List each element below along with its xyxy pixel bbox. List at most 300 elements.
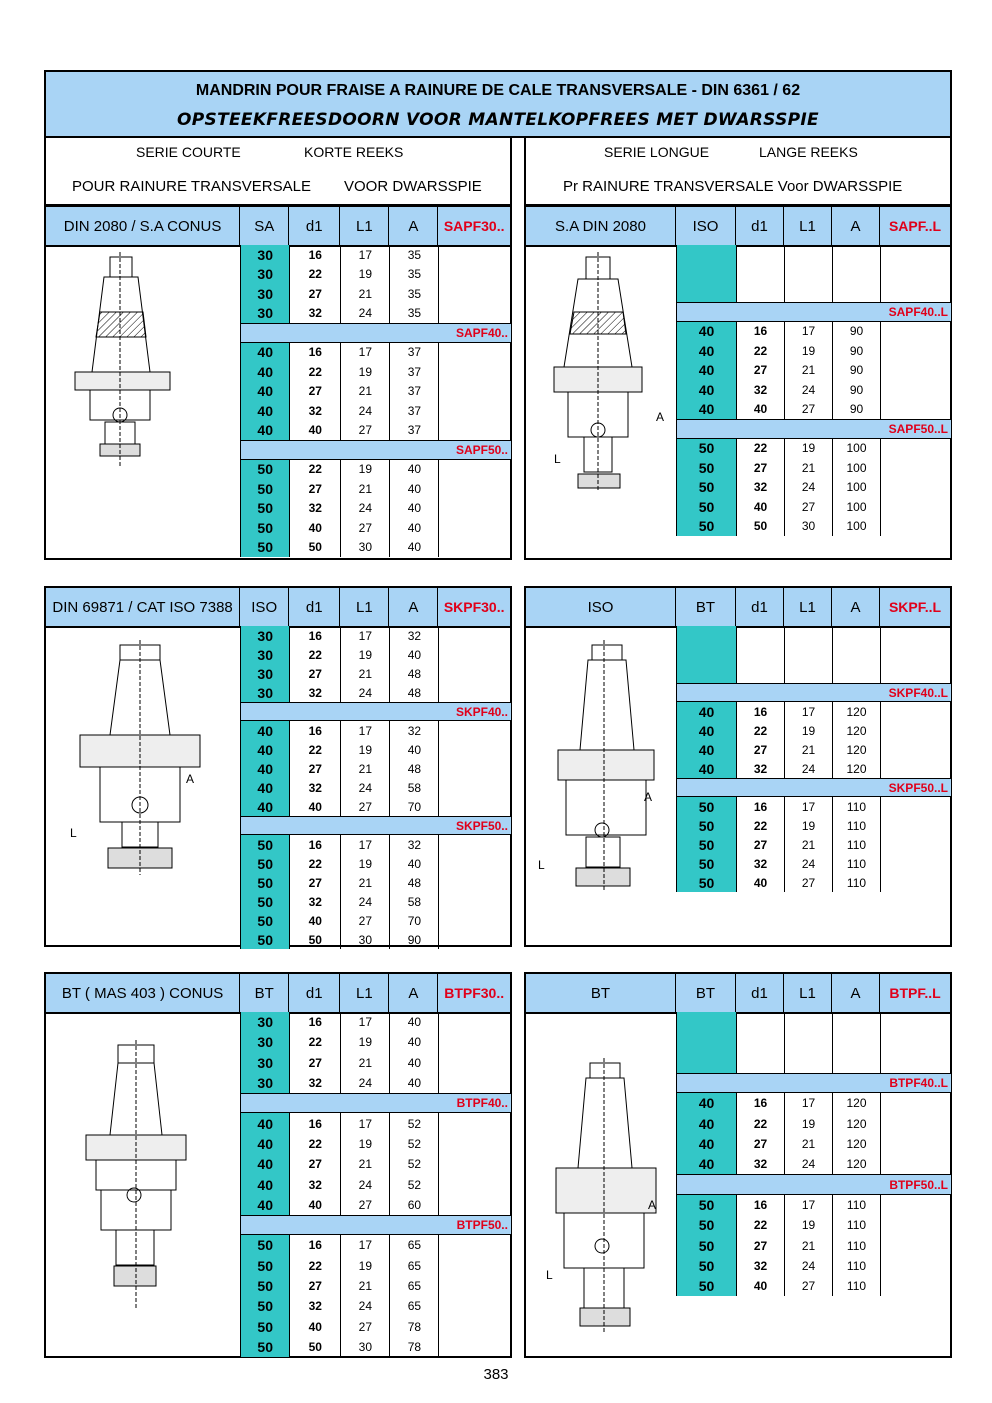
ref-cell bbox=[439, 721, 511, 740]
table-row bbox=[241, 1296, 511, 1316]
l1-cell: 24 bbox=[785, 1154, 833, 1174]
a-cell: 40 bbox=[390, 460, 439, 480]
a-cell: 90 bbox=[833, 380, 881, 400]
a-cell: 90 bbox=[833, 322, 881, 342]
column-header: d1 bbox=[289, 974, 340, 1012]
a-cell: 58 bbox=[390, 778, 439, 797]
l1-cell: 21 bbox=[341, 1053, 390, 1073]
l1-cell: 17 bbox=[341, 721, 390, 740]
column-header: S.A DIN 2080 bbox=[526, 207, 676, 245]
table-header bbox=[526, 974, 950, 1014]
dim-l-label: L bbox=[554, 452, 561, 466]
ref-cell bbox=[439, 1134, 511, 1154]
ref-cell bbox=[439, 626, 511, 645]
table-row bbox=[677, 797, 951, 816]
l1-cell: 27 bbox=[341, 421, 390, 441]
table-row bbox=[677, 1256, 951, 1276]
a-cell: 90 bbox=[833, 400, 881, 420]
ref-cell bbox=[439, 930, 511, 949]
table-body bbox=[676, 245, 951, 536]
column-header: BTPF30.. bbox=[444, 984, 505, 1001]
l1-cell: 24 bbox=[785, 759, 833, 778]
size-cell: 40 bbox=[241, 778, 290, 797]
table-body bbox=[676, 1012, 951, 1296]
table-row bbox=[677, 702, 951, 721]
d1-cell: 40 bbox=[290, 1316, 341, 1336]
size-cell: 40 bbox=[241, 1174, 290, 1194]
d1-cell: 50 bbox=[290, 1337, 341, 1357]
table-row bbox=[677, 854, 951, 873]
table-row bbox=[241, 518, 511, 538]
l1-cell: 17 bbox=[785, 1195, 833, 1215]
column-header: L1 bbox=[340, 974, 389, 1012]
l1-cell: 30 bbox=[341, 1337, 390, 1357]
size-cell: 40 bbox=[241, 740, 290, 759]
ref-cell bbox=[881, 1093, 951, 1113]
tool-drawing-sa-long bbox=[548, 252, 678, 497]
a-cell: 110 bbox=[833, 1256, 881, 1276]
blank-row bbox=[677, 245, 951, 302]
l1-cell: 17 bbox=[341, 835, 390, 854]
a-cell: 110 bbox=[833, 1235, 881, 1255]
page-number: 383 bbox=[483, 1366, 509, 1383]
left-series-header bbox=[44, 138, 512, 206]
d1-cell: 27 bbox=[290, 759, 341, 778]
a-cell: 90 bbox=[833, 341, 881, 361]
column-header: BT bbox=[676, 974, 736, 1012]
group-reference-label: SKPF50..L bbox=[888, 780, 948, 795]
a-cell: 100 bbox=[833, 497, 881, 517]
l1-cell: 27 bbox=[341, 797, 390, 816]
table-row bbox=[677, 1093, 951, 1113]
a-cell: 120 bbox=[833, 1093, 881, 1113]
table-row bbox=[241, 835, 511, 854]
table-row bbox=[677, 1276, 951, 1296]
size-cell: 50 bbox=[677, 854, 737, 873]
table-row bbox=[241, 460, 511, 480]
ref-cell bbox=[439, 499, 511, 519]
l1-cell: 19 bbox=[785, 439, 833, 459]
ref-cell bbox=[439, 284, 511, 304]
size-cell: 40 bbox=[241, 382, 290, 402]
size-cell: 40 bbox=[241, 1134, 290, 1154]
table-row bbox=[241, 1316, 511, 1336]
tool-drawing-cat-long bbox=[548, 640, 668, 895]
size-cell: 50 bbox=[677, 497, 737, 517]
l1-cell: 21 bbox=[785, 1134, 833, 1154]
l1-cell: 21 bbox=[341, 1276, 390, 1296]
l1-cell: 19 bbox=[785, 721, 833, 740]
d1-cell: 32 bbox=[290, 1296, 341, 1316]
size-cell: 30 bbox=[241, 1053, 290, 1073]
table-row bbox=[677, 1114, 951, 1134]
table-row bbox=[241, 1337, 511, 1357]
table-row bbox=[241, 645, 511, 664]
table-row bbox=[677, 759, 951, 778]
ref-cell bbox=[439, 873, 511, 892]
l1-cell: 17 bbox=[341, 1113, 390, 1133]
d1-cell: 32 bbox=[737, 1154, 785, 1174]
a-cell: 120 bbox=[833, 702, 881, 721]
ref-cell bbox=[439, 740, 511, 759]
a-cell: 40 bbox=[390, 740, 439, 759]
l1-cell: 24 bbox=[341, 1174, 390, 1194]
column-header: A bbox=[389, 207, 438, 245]
ref-cell bbox=[881, 1154, 951, 1174]
size-cell: 50 bbox=[241, 518, 290, 538]
column-header: DIN 69871 / CAT ISO 7388 bbox=[46, 588, 240, 626]
table-row bbox=[241, 930, 511, 949]
d1-cell: 22 bbox=[290, 362, 341, 382]
ref-cell bbox=[439, 421, 511, 441]
a-cell: 48 bbox=[390, 759, 439, 778]
l1-cell: 30 bbox=[341, 930, 390, 949]
ref-cell bbox=[439, 1195, 511, 1215]
column-header: d1 bbox=[736, 974, 784, 1012]
ref-cell bbox=[439, 1073, 511, 1093]
table-row bbox=[677, 1215, 951, 1235]
size-cell: 50 bbox=[677, 478, 737, 498]
size-cell: 50 bbox=[241, 460, 290, 480]
table-row bbox=[241, 873, 511, 892]
d1-cell: 27 bbox=[290, 873, 341, 892]
table-row bbox=[241, 778, 511, 797]
a-cell: 110 bbox=[833, 1195, 881, 1215]
column-header: DIN 2080 / S.A CONUS bbox=[46, 207, 240, 245]
table-row bbox=[677, 439, 951, 459]
table-row bbox=[241, 1174, 511, 1194]
a-cell: 100 bbox=[833, 458, 881, 478]
ref-cell bbox=[439, 1174, 511, 1194]
serie-longue-label: SERIE LONGUE bbox=[604, 144, 710, 160]
a-cell: 110 bbox=[833, 1215, 881, 1235]
table-cell bbox=[677, 1012, 737, 1073]
column-header: BT ( MAS 403 ) CONUS bbox=[46, 974, 240, 1012]
a-cell: 48 bbox=[390, 873, 439, 892]
a-cell: 40 bbox=[390, 1032, 439, 1052]
group-divider bbox=[241, 702, 511, 721]
ref-cell bbox=[881, 740, 951, 759]
a-cell: 58 bbox=[390, 892, 439, 911]
dim-l-label: L bbox=[546, 1268, 553, 1282]
a-cell: 40 bbox=[390, 1073, 439, 1093]
column-header: A bbox=[389, 588, 438, 626]
a-cell: 110 bbox=[833, 1276, 881, 1296]
l1-cell: 24 bbox=[341, 304, 390, 324]
tool-drawing-cat-short bbox=[70, 640, 210, 880]
table-header bbox=[46, 207, 510, 247]
ref-cell bbox=[439, 1235, 511, 1255]
table-row bbox=[241, 499, 511, 519]
size-cell: 50 bbox=[241, 873, 290, 892]
d1-cell: 16 bbox=[290, 721, 341, 740]
d1-cell: 16 bbox=[737, 1195, 785, 1215]
a-cell: 40 bbox=[390, 1012, 439, 1032]
table-row bbox=[241, 1154, 511, 1174]
l1-cell: 24 bbox=[785, 380, 833, 400]
group-reference-label: SAPF50.. bbox=[455, 442, 508, 457]
column-header: SA bbox=[240, 207, 289, 245]
ref-cell bbox=[439, 1032, 511, 1052]
a-cell: 35 bbox=[390, 284, 439, 304]
a-cell: 100 bbox=[833, 439, 881, 459]
group-divider bbox=[241, 1093, 511, 1113]
l1-cell: 17 bbox=[785, 797, 833, 816]
a-cell: 52 bbox=[390, 1113, 439, 1133]
d1-cell: 22 bbox=[290, 1032, 341, 1052]
d1-cell: 27 bbox=[737, 740, 785, 759]
table-row bbox=[677, 721, 951, 740]
d1-cell: 22 bbox=[290, 1256, 341, 1276]
d1-cell: 40 bbox=[290, 421, 341, 441]
ref-cell bbox=[439, 518, 511, 538]
column-header: L1 bbox=[340, 207, 389, 245]
ref-cell bbox=[439, 1154, 511, 1174]
l1-cell: 17 bbox=[341, 1012, 390, 1032]
ref-cell bbox=[881, 835, 951, 854]
size-cell: 50 bbox=[241, 1337, 290, 1357]
size-cell: 40 bbox=[241, 1113, 290, 1133]
group-reference-label: BTPF50.. bbox=[456, 1218, 508, 1233]
a-cell: 110 bbox=[833, 854, 881, 873]
a-cell: 90 bbox=[390, 930, 439, 949]
d1-cell: 22 bbox=[737, 721, 785, 740]
d1-cell: 16 bbox=[290, 245, 341, 265]
group-reference-label: SKPF40..L bbox=[888, 685, 948, 700]
size-cell: 50 bbox=[241, 835, 290, 854]
ref-cell bbox=[439, 683, 511, 702]
table-cell bbox=[785, 245, 833, 302]
d1-cell: 27 bbox=[290, 382, 341, 402]
l1-cell: 24 bbox=[341, 683, 390, 702]
table-row bbox=[241, 1134, 511, 1154]
a-cell: 60 bbox=[390, 1195, 439, 1215]
size-cell: 50 bbox=[677, 439, 737, 459]
d1-cell: 50 bbox=[290, 538, 341, 558]
d1-cell: 50 bbox=[290, 930, 341, 949]
ref-cell bbox=[439, 1296, 511, 1316]
table-row bbox=[241, 1276, 511, 1296]
table-row bbox=[677, 361, 951, 381]
d1-cell: 32 bbox=[290, 499, 341, 519]
column-header: L1 bbox=[784, 207, 832, 245]
table-row bbox=[241, 1256, 511, 1276]
table-cell bbox=[881, 245, 951, 302]
l1-cell: 21 bbox=[785, 740, 833, 759]
d1-cell: 32 bbox=[737, 380, 785, 400]
size-cell: 40 bbox=[241, 759, 290, 778]
a-cell: 110 bbox=[833, 873, 881, 892]
size-cell: 50 bbox=[241, 1256, 290, 1276]
ref-cell bbox=[439, 797, 511, 816]
l1-cell: 19 bbox=[341, 740, 390, 759]
size-cell: 40 bbox=[677, 702, 737, 721]
l1-cell: 19 bbox=[341, 645, 390, 664]
l1-cell: 19 bbox=[341, 1256, 390, 1276]
size-cell: 40 bbox=[241, 1154, 290, 1174]
ref-cell bbox=[881, 458, 951, 478]
page-header bbox=[44, 70, 952, 138]
l1-cell: 21 bbox=[785, 458, 833, 478]
a-cell: 120 bbox=[833, 759, 881, 778]
column-header: d1 bbox=[289, 207, 340, 245]
a-cell: 40 bbox=[390, 479, 439, 499]
ref-cell bbox=[881, 1134, 951, 1154]
size-cell: 50 bbox=[241, 1316, 290, 1336]
group-divider bbox=[677, 1073, 951, 1093]
d1-cell: 40 bbox=[737, 400, 785, 420]
dim-a-label: A bbox=[186, 772, 195, 786]
size-cell: 40 bbox=[241, 1195, 290, 1215]
d1-cell: 27 bbox=[737, 458, 785, 478]
group-reference-label: SAPF40..L bbox=[888, 304, 948, 319]
d1-cell: 40 bbox=[290, 518, 341, 538]
ref-cell bbox=[881, 1235, 951, 1255]
a-cell: 40 bbox=[390, 854, 439, 873]
a-cell: 100 bbox=[833, 478, 881, 498]
table-row bbox=[677, 380, 951, 400]
d1-cell: 22 bbox=[290, 740, 341, 759]
table-cell bbox=[677, 626, 737, 683]
table-cell bbox=[881, 1012, 951, 1073]
table-row bbox=[677, 478, 951, 498]
group-divider bbox=[677, 419, 951, 439]
d1-cell: 16 bbox=[737, 322, 785, 342]
d1-cell: 16 bbox=[290, 1235, 341, 1255]
a-cell: 120 bbox=[833, 721, 881, 740]
table-row bbox=[241, 479, 511, 499]
table-row bbox=[241, 626, 511, 645]
table-row bbox=[241, 421, 511, 441]
table-row bbox=[677, 1134, 951, 1154]
l1-cell: 19 bbox=[341, 854, 390, 873]
a-cell: 110 bbox=[833, 835, 881, 854]
l1-cell: 24 bbox=[785, 854, 833, 873]
korte-reeks-label: KORTE REEKS bbox=[304, 144, 404, 160]
ref-cell bbox=[439, 1316, 511, 1336]
l1-cell: 27 bbox=[785, 400, 833, 420]
table-row bbox=[677, 835, 951, 854]
size-cell: 50 bbox=[677, 517, 737, 537]
d1-cell: 32 bbox=[737, 854, 785, 873]
table-row bbox=[241, 683, 511, 702]
size-cell: 50 bbox=[241, 1276, 290, 1296]
size-cell: 30 bbox=[241, 265, 290, 285]
d1-cell: 27 bbox=[737, 1235, 785, 1255]
table-body bbox=[240, 626, 511, 949]
size-cell: 50 bbox=[241, 1235, 290, 1255]
l1-cell: 21 bbox=[341, 479, 390, 499]
a-cell: 40 bbox=[390, 1053, 439, 1073]
d1-cell: 27 bbox=[737, 835, 785, 854]
d1-cell: 40 bbox=[737, 497, 785, 517]
ref-cell bbox=[881, 1114, 951, 1134]
group-reference-label: SKPF40.. bbox=[455, 704, 508, 719]
l1-cell: 19 bbox=[341, 1032, 390, 1052]
dim-l-label: L bbox=[538, 858, 545, 872]
ref-cell bbox=[439, 382, 511, 402]
group-divider bbox=[241, 1215, 511, 1235]
group-reference-label: BTPF40.. bbox=[456, 1096, 508, 1111]
size-cell: 40 bbox=[677, 400, 737, 420]
l1-cell: 24 bbox=[341, 401, 390, 421]
l1-cell: 24 bbox=[341, 892, 390, 911]
d1-cell: 32 bbox=[737, 1256, 785, 1276]
column-header: L1 bbox=[340, 588, 389, 626]
ref-cell bbox=[881, 1215, 951, 1235]
column-header: L1 bbox=[784, 974, 832, 1012]
a-cell: 40 bbox=[390, 538, 439, 558]
d1-cell: 22 bbox=[290, 460, 341, 480]
column-header: SKPF..L bbox=[888, 598, 942, 615]
size-cell: 50 bbox=[677, 458, 737, 478]
a-cell: 48 bbox=[390, 664, 439, 683]
d1-cell: 22 bbox=[737, 1215, 785, 1235]
table-body bbox=[240, 1012, 511, 1357]
table-cell bbox=[785, 626, 833, 683]
table-row bbox=[241, 245, 511, 265]
l1-cell: 21 bbox=[785, 835, 833, 854]
d1-cell: 16 bbox=[737, 1093, 785, 1113]
size-cell: 40 bbox=[677, 740, 737, 759]
group-divider bbox=[677, 778, 951, 797]
ref-cell bbox=[439, 1256, 511, 1276]
dim-a-label: A bbox=[656, 410, 665, 424]
table-row bbox=[241, 892, 511, 911]
d1-cell: 16 bbox=[737, 702, 785, 721]
a-cell: 48 bbox=[390, 683, 439, 702]
ref-cell bbox=[439, 479, 511, 499]
ref-cell bbox=[439, 1012, 511, 1032]
tool-drawing-bt-short bbox=[66, 1040, 206, 1315]
l1-cell: 24 bbox=[341, 778, 390, 797]
table-body bbox=[676, 626, 951, 892]
table-cell bbox=[737, 1012, 785, 1073]
l1-cell: 19 bbox=[785, 1114, 833, 1134]
size-cell: 50 bbox=[241, 911, 290, 930]
d1-cell: 16 bbox=[290, 1012, 341, 1032]
d1-cell: 16 bbox=[290, 343, 341, 363]
ref-cell bbox=[881, 322, 951, 342]
d1-cell: 22 bbox=[290, 265, 341, 285]
title-dutch: OPSTEEKFREESDOORN VOOR MANTELKOPFREES MET DWARSSPIE bbox=[177, 110, 819, 130]
l1-cell: 30 bbox=[785, 517, 833, 537]
table-row bbox=[241, 1113, 511, 1133]
a-cell: 40 bbox=[390, 499, 439, 519]
column-header: ISO bbox=[240, 588, 289, 626]
lange-reeks-label: LANGE REEKS bbox=[759, 144, 858, 160]
table-row bbox=[241, 1032, 511, 1052]
table-header bbox=[46, 974, 510, 1014]
a-cell: 32 bbox=[390, 721, 439, 740]
group-divider bbox=[241, 323, 511, 343]
table-row bbox=[677, 517, 951, 537]
group-divider bbox=[677, 683, 951, 702]
table-row bbox=[241, 382, 511, 402]
size-cell: 40 bbox=[677, 1134, 737, 1154]
size-cell: 40 bbox=[677, 721, 737, 740]
dim-a-label: A bbox=[648, 1198, 657, 1212]
l1-cell: 21 bbox=[341, 382, 390, 402]
size-cell: 40 bbox=[677, 1114, 737, 1134]
column-header: d1 bbox=[736, 207, 784, 245]
d1-cell: 22 bbox=[737, 1114, 785, 1134]
a-cell: 32 bbox=[390, 626, 439, 645]
a-cell: 110 bbox=[833, 797, 881, 816]
a-cell: 65 bbox=[390, 1276, 439, 1296]
l1-cell: 17 bbox=[785, 702, 833, 721]
title-french bbox=[46, 82, 950, 100]
